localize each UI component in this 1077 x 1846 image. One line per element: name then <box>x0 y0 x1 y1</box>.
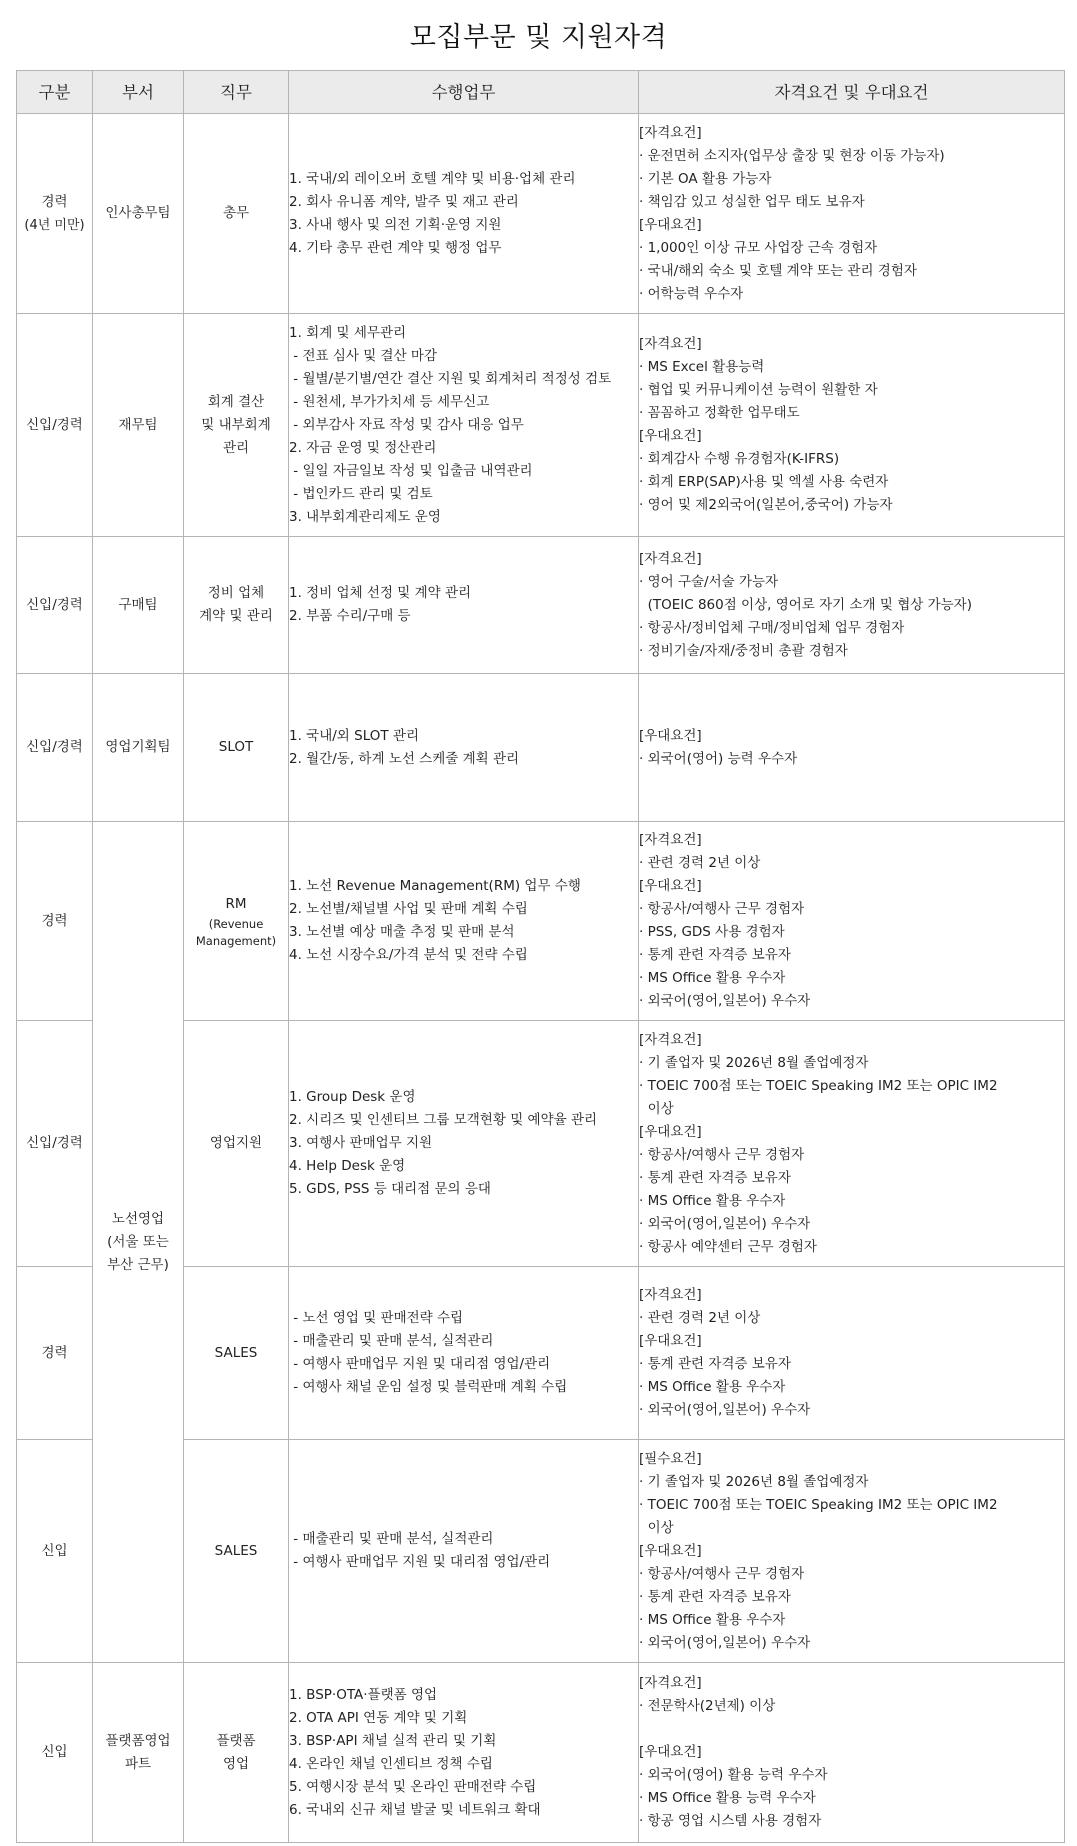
qual-line: · 외국어(영어,일본어) 우수자 <box>639 1634 811 1651</box>
job-line: 영업 <box>222 1755 250 1772</box>
qual-line: [우대요건] <box>639 216 702 233</box>
qual-line: · 국내/해외 숙소 및 호텔 계약 또는 관리 경험자 <box>639 262 917 279</box>
tasks-cell <box>289 822 639 1021</box>
task-line: - 원천세, 부가가치세 등 세무신고 <box>289 393 490 410</box>
type-line: 신입/경력 <box>26 596 83 613</box>
type-line: (4년 미만) <box>24 217 85 233</box>
task-line: 2. 부품 수리/구매 등 <box>289 608 411 624</box>
type-cell <box>17 314 93 537</box>
qual-line: · 외국어(영어) 활용 능력 우수자 <box>639 1767 828 1783</box>
qual-line: · TOEIC 700점 또는 TOEIC Speaking IM2 또는 OPIC IM2 <box>639 1496 998 1513</box>
type-line: 경력 <box>41 193 68 210</box>
quals-cell <box>639 537 1065 674</box>
type-cell <box>17 674 93 822</box>
qual-line: · MS Office 활용 우수자 <box>639 970 786 986</box>
dept-cell <box>93 114 184 314</box>
task-line: - 외부감사 자료 작성 및 감사 대응 업무 <box>289 416 524 433</box>
task-line: 1. 국내/외 SLOT 관리 <box>289 727 419 744</box>
task-line: 2. 자금 운영 및 정산관리 <box>289 439 437 456</box>
table-row <box>17 674 1065 822</box>
quals-cell <box>639 314 1065 537</box>
task-line: 2. OTA API 연동 계약 및 기획 <box>289 1709 468 1726</box>
qual-line: [우대요건] <box>639 878 702 894</box>
quals-cell <box>639 1021 1065 1267</box>
task-line: 2. 회사 유니폼 계약, 발주 및 재고 관리 <box>289 193 519 210</box>
qual-line: · 외국어(영어) 능력 우수자 <box>639 750 798 767</box>
quals-cell <box>639 674 1065 822</box>
tasks-cell <box>289 1663 639 1843</box>
type-cell <box>17 1267 93 1440</box>
job-line: 계약 및 관리 <box>199 608 273 624</box>
task-line: 3. 여행사 판매업무 지원 <box>289 1135 433 1151</box>
qual-line: · 기본 OA 활용 가능자 <box>639 170 772 187</box>
job-line: SALES <box>214 1542 258 1559</box>
qual-line: [우대요건] <box>639 1123 702 1140</box>
job-cell <box>184 1267 289 1440</box>
task-line: - 월별/분기별/연간 결산 지원 및 회계처리 적정성 검토 <box>289 370 612 387</box>
qual-line: · 항공 영업 시스템 사용 경험자 <box>639 1813 822 1829</box>
qual-line: · 외국어(영어,일본어) 우수자 <box>639 993 811 1009</box>
qual-line: [자격요건] <box>639 336 702 352</box>
qual-line: [우대요건] <box>639 1542 702 1559</box>
quals-cell <box>639 1663 1065 1843</box>
task-line: 1. 노선 Revenue Management(RM) 업무 수행 <box>289 878 581 894</box>
qual-line: · 관련 경력 2년 이상 <box>639 855 761 871</box>
qual-line: · 영어 및 제2외국어(일본어,중국어) 가능자 <box>639 497 893 513</box>
task-line: - 매출관리 및 판매 분석, 실적관리 <box>289 1333 494 1349</box>
dept-line: 파트 <box>124 1755 152 1772</box>
qual-line: · 정비기술/자재/중정비 총괄 경험자 <box>639 642 848 659</box>
table-row <box>17 1663 1065 1843</box>
qual-line: · 회계감사 수행 유경험자(K-IFRS) <box>639 451 840 467</box>
task-line: 1. Group Desk 운영 <box>289 1089 416 1105</box>
table-row <box>17 822 1065 1021</box>
tasks-cell <box>289 1021 639 1267</box>
dept-cell <box>93 314 184 537</box>
qual-line: · 어학능력 우수자 <box>639 285 744 302</box>
job-line: SALES <box>214 1344 258 1361</box>
job-line: 총무 <box>222 205 250 221</box>
task-line: - 노선 영업 및 판매전략 수립 <box>289 1310 464 1326</box>
table-row <box>17 314 1065 537</box>
qual-line: · 기 졸업자 및 2026년 8월 졸업예정자 <box>639 1473 869 1490</box>
job-subtitle-line: Management) <box>195 933 277 948</box>
task-line: 1. 정비 업체 선정 및 계약 관리 <box>289 585 472 601</box>
task-line: - 전표 심사 및 결산 마감 <box>289 347 437 364</box>
table-row <box>17 537 1065 674</box>
table-row <box>17 114 1065 314</box>
dept-line: 노선영업 <box>111 1210 165 1227</box>
qual-line: · 꼼꼼하고 정확한 업무태도 <box>639 405 800 421</box>
qual-line: · MS Office 활용 우수자 <box>639 1611 786 1628</box>
type-cell <box>17 1663 93 1843</box>
qual-line: · 회계 ERP(SAP)사용 및 엑셀 사용 숙련자 <box>639 474 889 490</box>
dept-line: 구매팀 <box>118 596 158 613</box>
type-cell <box>17 114 93 314</box>
type-line: 경력 <box>41 1344 68 1361</box>
qual-line: · 1,000인 이상 규모 사업장 근속 경험자 <box>639 239 878 256</box>
qual-line: [필수요건] <box>639 1450 702 1467</box>
dept-line: 플랫폼영업 <box>105 1732 171 1749</box>
task-line: 5. 여행시장 분석 및 온라인 판매전략 수립 <box>289 1778 537 1795</box>
task-line: 3. BSP·API 채널 실적 관리 및 기획 <box>289 1732 497 1749</box>
job-line: RM <box>225 895 247 912</box>
table-header-row <box>17 71 1065 114</box>
task-line: 2. 시리즈 및 인센티브 그룹 모객현황 및 예약율 관리 <box>289 1112 598 1128</box>
qual-line: · 운전면허 소지자(업무상 출장 및 현장 이동 가능자) <box>639 147 945 164</box>
qual-line: · TOEIC 700점 또는 TOEIC Speaking IM2 또는 OPIC IM2 <box>639 1077 998 1094</box>
header-type: 구분 <box>17 71 93 114</box>
job-cell <box>184 1440 289 1663</box>
job-line: 회계 결산 <box>207 393 265 410</box>
type-line: 경력 <box>41 912 68 929</box>
task-line: 3. 내부회계관리제도 운영 <box>289 508 441 525</box>
qual-line: · 전문학사(2년제) 이상 <box>639 1698 776 1714</box>
job-cell <box>184 822 289 1021</box>
header-job: 직무 <box>184 71 289 114</box>
quals-cell <box>639 822 1065 1021</box>
qual-line: · 통계 관련 자격증 보유자 <box>639 947 791 963</box>
task-line: - 여행사 판매업무 지원 및 대리점 영업/관리 <box>289 1554 551 1570</box>
tasks-cell <box>289 537 639 674</box>
header-dept: 부서 <box>93 71 184 114</box>
header-tasks: 수행업무 <box>289 71 639 114</box>
task-line: 4. 기타 총무 관련 계약 및 행정 업무 <box>289 239 502 256</box>
job-subtitle-line: (Revenue <box>208 916 264 931</box>
qual-line: [자격요건] <box>639 550 702 567</box>
header-quals: 자격요건 및 우대요건 <box>639 71 1065 114</box>
type-line: 신입/경력 <box>26 1135 83 1151</box>
qual-line: · 항공사 예약센터 근무 경험자 <box>639 1238 817 1255</box>
type-cell <box>17 1440 93 1663</box>
task-line: - 매출관리 및 판매 분석, 실적관리 <box>289 1531 494 1547</box>
qual-line: · 통계 관련 자격증 보유자 <box>639 1356 791 1372</box>
qual-line: · 외국어(영어,일본어) 우수자 <box>639 1402 811 1418</box>
qual-line: 이상 <box>639 1519 674 1536</box>
type-line: 신입 <box>41 1542 68 1559</box>
job-cell <box>184 537 289 674</box>
quals-cell <box>639 114 1065 314</box>
job-line: SLOT <box>218 739 254 755</box>
task-line: 5. GDS, PSS 등 대리점 문의 응대 <box>289 1181 491 1197</box>
dept-cell <box>93 1663 184 1843</box>
dept-line: 영업기획팀 <box>105 739 171 755</box>
task-line: 1. 국내/외 레이오버 호텔 계약 및 비용·업체 관리 <box>289 170 576 187</box>
qual-line: [우대요건] <box>639 1333 702 1349</box>
task-line: 1. BSP·OTA·플랫폼 영업 <box>289 1686 438 1703</box>
tasks-cell <box>289 1267 639 1440</box>
qual-line: [우대요건] <box>639 1744 702 1760</box>
type-cell <box>17 537 93 674</box>
qual-line: · MS Office 활용 우수자 <box>639 1192 786 1209</box>
qual-line: · 항공사/여행사 근무 경험자 <box>639 1146 805 1163</box>
qual-line: · MS Office 활용 우수자 <box>639 1379 786 1395</box>
task-line: - 여행사 판매업무 지원 및 대리점 영업/관리 <box>289 1356 551 1372</box>
type-line: 신입/경력 <box>26 416 83 433</box>
job-line: 정비 업체 <box>207 585 265 601</box>
qual-line: · MS Office 활용 능력 우수자 <box>639 1790 816 1806</box>
dept-cell <box>93 674 184 822</box>
task-line: 4. 온라인 채널 인센티브 정책 수립 <box>289 1755 493 1772</box>
qual-line: [우대요건] <box>639 428 702 444</box>
quals-cell <box>639 1267 1065 1440</box>
job-cell <box>184 1663 289 1843</box>
qual-line: [자격요건] <box>639 1287 702 1303</box>
dept-line: (서울 또는 <box>107 1233 169 1250</box>
tasks-cell <box>289 114 639 314</box>
type-cell <box>17 1021 93 1267</box>
job-line: 영업지원 <box>209 1135 263 1151</box>
task-line: 2. 노선별/채널별 사업 및 판매 계획 수립 <box>289 901 528 917</box>
task-line: 1. 회계 및 세무관리 <box>289 324 407 341</box>
page-title: 모집부문 및 지원자격 <box>409 22 668 53</box>
job-cell <box>184 114 289 314</box>
job-cell <box>184 314 289 537</box>
type-cell <box>17 822 93 1021</box>
qual-line <box>639 1718 1064 1741</box>
job-line: 관리 <box>222 439 250 456</box>
job-cell <box>184 1021 289 1267</box>
job-line: 플랫폼 <box>216 1732 256 1749</box>
task-line: - 일일 자금일보 작성 및 입출금 내역관리 <box>289 462 533 479</box>
qual-line: · 기 졸업자 및 2026년 8월 졸업예정자 <box>639 1054 869 1071</box>
qual-line: · 항공사/여행사 근무 경험자 <box>639 1565 805 1582</box>
type-line: 신입/경력 <box>26 739 83 755</box>
quals-cell <box>639 1440 1065 1663</box>
tasks-cell <box>289 314 639 537</box>
qual-line: (TOEIC 860점 이상, 영어로 자기 소개 및 협상 가능자) <box>639 596 972 613</box>
tasks-cell <box>289 674 639 822</box>
tasks-cell <box>289 1440 639 1663</box>
qual-line: · PSS, GDS 사용 경험자 <box>639 924 785 940</box>
qual-line: · 영어 구술/서술 가능자 <box>639 573 779 590</box>
task-line: 4. Help Desk 운영 <box>289 1158 406 1174</box>
task-line: 4. 노선 시장수요/가격 분석 및 전략 수립 <box>289 947 528 963</box>
dept-cell <box>93 822 184 1663</box>
job-cell <box>184 674 289 822</box>
qual-line: [자격요건] <box>639 832 702 848</box>
dept-line: 인사총무팀 <box>105 205 171 221</box>
qual-line: · 관련 경력 2년 이상 <box>639 1310 761 1326</box>
task-line: 3. 노선별 예상 매출 추정 및 판매 분석 <box>289 924 515 940</box>
task-line: - 법인카드 관리 및 검토 <box>289 485 433 502</box>
qual-line: [자격요건] <box>639 1675 702 1691</box>
qual-line: [자격요건] <box>639 124 702 141</box>
dept-line: 재무팀 <box>118 416 158 433</box>
qual-line: · 책임감 있고 성실한 업무 태도 보유자 <box>639 193 865 210</box>
recruitment-table <box>16 70 1065 1843</box>
dept-line: 부산 근무) <box>107 1256 169 1273</box>
qual-line: · 통계 관련 자격증 보유자 <box>639 1588 791 1605</box>
qual-line: · 항공사/여행사 근무 경험자 <box>639 901 805 917</box>
qual-line: · 통계 관련 자격증 보유자 <box>639 1169 791 1186</box>
qual-line: · MS Excel 활용능력 <box>639 359 765 375</box>
task-line: 3. 사내 행사 및 의전 기획·운영 지원 <box>289 216 502 233</box>
task-line: - 여행사 채널 운임 설정 및 블럭판매 계획 수립 <box>289 1379 568 1395</box>
qual-line: · 외국어(영어,일본어) 우수자 <box>639 1215 811 1232</box>
qual-line: [우대요건] <box>639 727 702 744</box>
qual-line: · 항공사/정비업체 구매/정비업체 업무 경험자 <box>639 619 905 636</box>
task-line: 6. 국내외 신규 채널 발굴 및 네트워크 확대 <box>289 1801 541 1818</box>
task-line: 2. 월간/동, 하계 노선 스케줄 계획 관리 <box>289 750 520 767</box>
type-line: 신입 <box>41 1744 68 1760</box>
dept-cell <box>93 537 184 674</box>
job-line: 및 내부회계 <box>201 416 271 433</box>
qual-line: 이상 <box>639 1100 674 1117</box>
qual-line: [자격요건] <box>639 1031 702 1048</box>
qual-line: · 협업 및 커뮤니케이션 능력이 원활한 자 <box>639 382 878 398</box>
